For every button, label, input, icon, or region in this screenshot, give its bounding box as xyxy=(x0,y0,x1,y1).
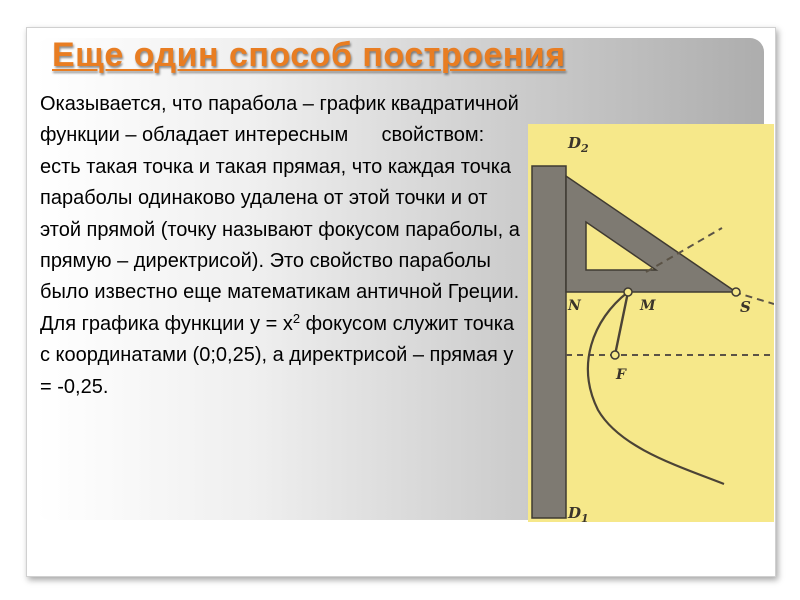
vertical-ruler xyxy=(532,166,566,518)
label-s: S xyxy=(740,298,751,316)
exponent-superscript: 2 xyxy=(292,310,301,326)
label-m: M xyxy=(640,298,656,314)
slide-body-text xyxy=(40,89,526,403)
point-s xyxy=(732,288,740,296)
body-text-part-1: Оказывается, что парабола – график квадратичной функции – обладает интересным свойством: есть такая точка и такая прямая, что каждая точка параболы одинаково удалена от этой точки и от этой прямой (точку называют фокусом параболы, а прямую – директрисой). Это свойство параболы было известно еще математикам античной Греции. Для графика функции у = х xyxy=(40,93,526,335)
label-d2: $D_2$ xyxy=(568,134,589,155)
point-f xyxy=(611,351,619,359)
body-text-part-2: фокусом служит точка с координатами (0;0,25), а директрисой – прямая у = -0,25. xyxy=(40,312,520,398)
label-f: F xyxy=(616,367,626,383)
slide-title: Еще один способ построения xyxy=(52,36,566,74)
label-n: N xyxy=(568,298,581,314)
label-d1: $D_1$ xyxy=(568,504,589,522)
parabola-construction-figure xyxy=(528,124,774,522)
point-m xyxy=(624,288,632,296)
